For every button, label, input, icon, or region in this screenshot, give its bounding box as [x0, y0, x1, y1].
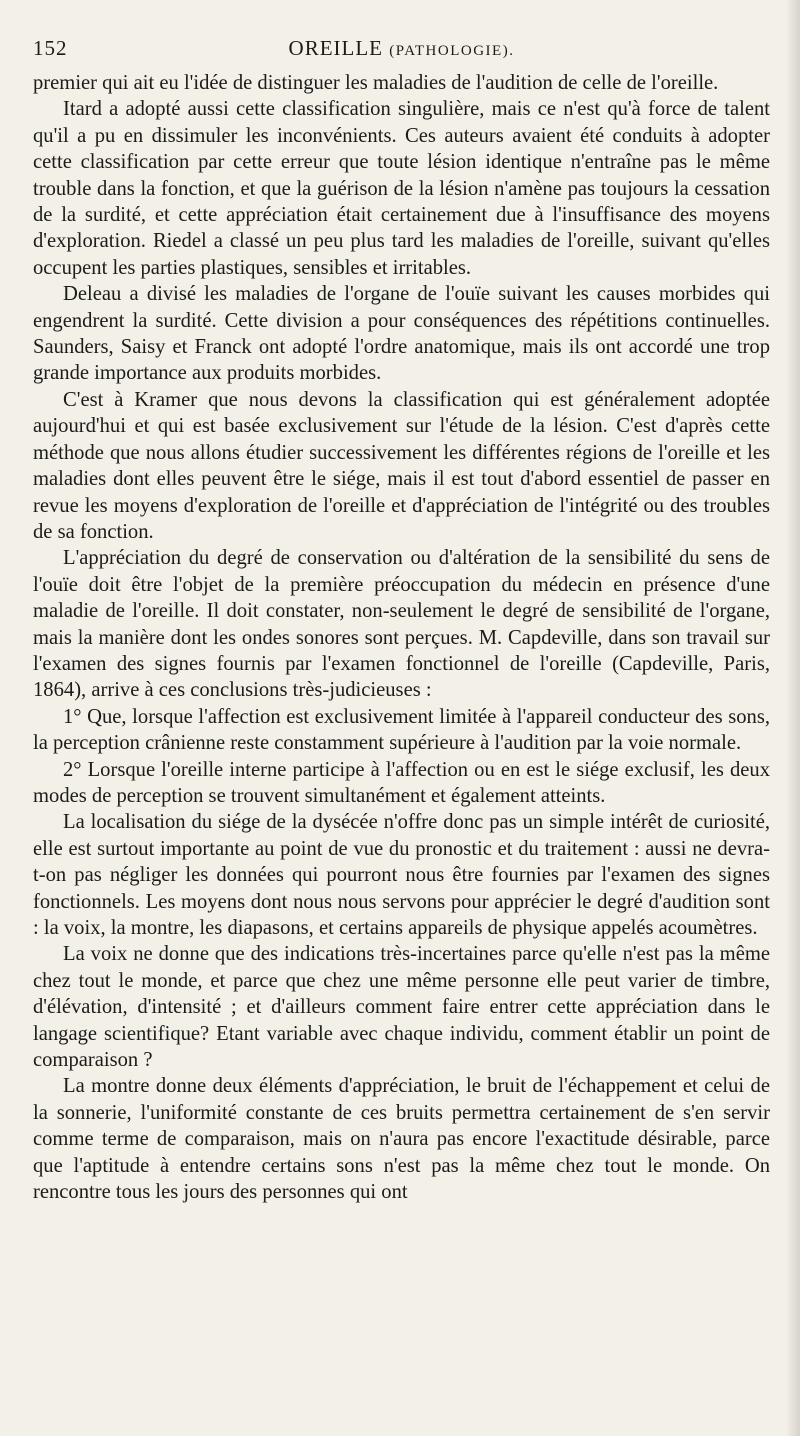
page-title — [33, 36, 770, 61]
running-header — [33, 30, 770, 70]
paragraph: premier qui ait eu l'idée de distinguer les maladies de l'audition de celle de l'oreille. — [33, 72, 719, 94]
title-subtitle: (PATHOLOGIE). — [389, 43, 515, 59]
body-text — [33, 70, 770, 1205]
paragraph: Itard a adopté aussi cette classification singulière, mais ce n'est qu'à force de talent qu'il a pu en dissimuler les inconvénients. Ces auteurs avaient été conduits à adopter cette classification par cette erreur que toute lésion identique n'entraîne pas le même trouble dans la fonction, et que la guérison de la lésion n'amène pas toujours la cessation de la surdité, et cette appréciation était certainement due à l'insuffisance des moyens d'exploration. Riedel a classé un peu plus tard les maladies de l'oreille, suivant qu'elles occupent les parties plastiques, sensibles et irritables. — [33, 98, 770, 279]
title-main: OREILLE — [288, 36, 384, 60]
paragraph: La montre donne deux éléments d'appréciation, le bruit de l'échappement et celui de la sonnerie, l'uniformité constante de ces bruits permettra certainement de s'en servir comme terme de comparaison, mais on n'aura pas encore l'exactitude désirable, parce que l'aptitude à entendre certains sons n'est pas la même chez tout le monde. On rencontre tous les jours des personnes qui ont — [33, 1075, 770, 1204]
paragraph: L'appréciation du degré de conservation ou d'altération de la sensibilité du sens de l'ouïe doit être l'objet de la première préoccupation du médecin en présence d'une maladie de l'oreille. Il doit constater, non-seulement le degré de sensibilité de l'organe, mais la manière dont les ondes sonores sont perçues. M. Capdeville, dans son travail sur l'examen des signes fournis par l'examen fonctionnel de l'oreille (Capdeville, Paris, 1864), arrive à ces conclusions très-judicieuses : — [33, 547, 770, 702]
paragraph: C'est à Kramer que nous devons la classification qui est généralement adoptée aujourd'hui et qui est basée exclusivement sur l'étude de la lésion. C'est d'après cette méthode que nous allons étudier successivement les différentes régions de l'oreille et les maladies dont elles peuvent être le siége, mais il est tout d'abord essentiel de passer en revue les moyens d'exploration de l'oreille et d'appréciation de l'intégrité ou des troubles de sa fonction. — [33, 388, 770, 543]
page-edge-shadow — [786, 0, 800, 1436]
numbered-paragraph: 2° Lorsque l'oreille interne participe à l'affection ou en est le siége exclusif, les deux modes de perception se trouvent simultanément et également atteints. — [33, 758, 770, 807]
numbered-paragraph: 1° Que, lorsque l'affection est exclusivement limitée à l'appareil conducteur des sons, la perception crânienne reste constamment supérieure à l'audition par la voie normale. — [33, 705, 770, 755]
paragraph: La voix ne donne que des indications très-incertaines parce qu'elle n'est pas la même chez tout le monde, et parce que chez une même personne elle peut varier de timbre, d'élévation, d'intensité ; et d'ailleurs comment faire entrer cette appréciation dans le langage scientifique? Etant variable avec chaque individu, comment établir un point de comparaison ? — [33, 943, 770, 1072]
paragraph: La localisation du siége de la dysécée n'offre donc pas un simple intérêt de curiosité, elle est surtout importante au point de vue du pronostic et du traitement : aussi ne devra-t-on pas négliger les données qui pourront nous être fournies par l'examen des signes fonctionnels. Les moyens dont nous nous servons pour apprécier le degré d'audition sont : la voix, la montre, les diapasons, et certains appareils de physique appelés acoumètres. — [33, 811, 770, 939]
paragraph: Deleau a divisé les maladies de l'organe de l'ouïe suivant les causes morbides qui engendrent la surdité. Cette division a pour conséquences des répétitions continuelles. Saunders, Saisy et Franck ont adopté l'ordre anatomique, mais ils ont accordé une trop grande importance aux produits morbides. — [33, 283, 770, 385]
page-number: 152 — [33, 36, 68, 60]
